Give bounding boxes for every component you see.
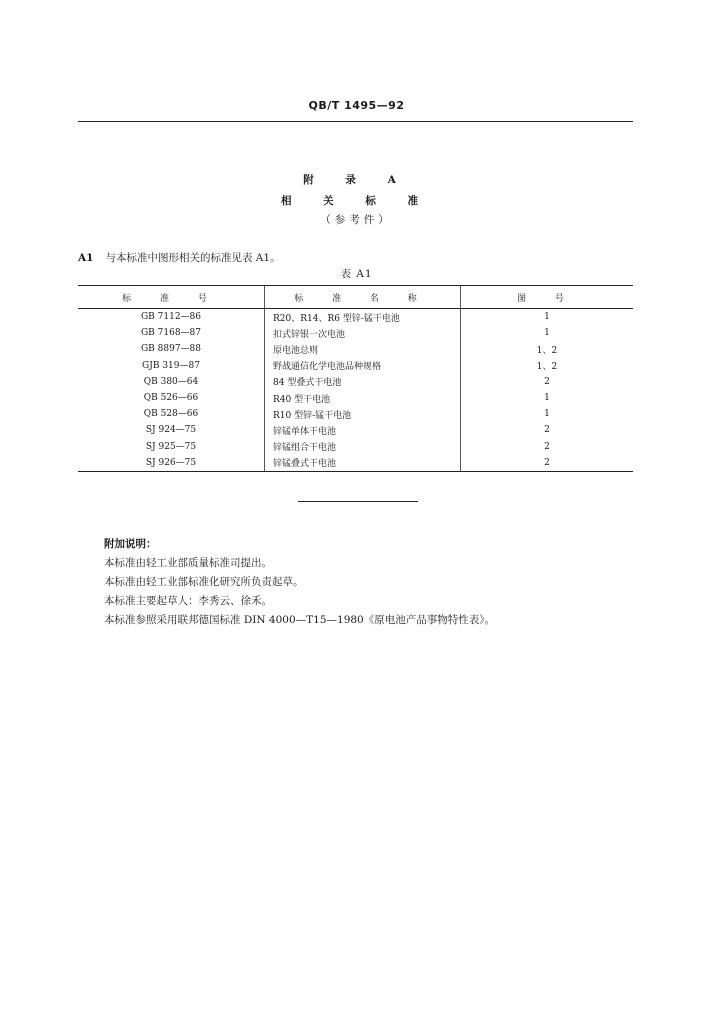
notes-line: 本标准参照采用联邦德国标准 DIN 4000—T15—1980《原电池产品事物特性表》。 [104, 614, 495, 626]
header-standard-name: 标 准 名 称 [265, 286, 461, 309]
appendix-subtitle: 相 关 标 准 [281, 195, 432, 207]
table-row [78, 390, 633, 406]
cell-standard-number: QB 526—66 [143, 393, 199, 404]
cell-figure-number: 1 [461, 325, 634, 341]
table-row [78, 325, 633, 341]
cell-figure-number: 2 [461, 439, 634, 455]
cell-figure-number: 1、2 [461, 341, 634, 357]
cell-standard-name: R40 型干电池 [265, 390, 461, 406]
table-row [78, 406, 633, 422]
cell-figure-number: 1 [461, 390, 634, 406]
table-row [78, 358, 633, 374]
cell-standard-name: 锌锰单体干电池 [265, 422, 461, 438]
table-row [78, 309, 633, 326]
table-row [78, 422, 633, 438]
table-row [78, 341, 633, 357]
cell-standard-number: GJB 319—87 [142, 360, 200, 371]
cell-standard-name: R20、R14、R6 型锌-锰干电池 [265, 309, 461, 326]
cell-standard-name: R10 型锌-锰干电池 [265, 406, 461, 422]
cell-figure-number: 2 [461, 455, 634, 472]
table-row [78, 455, 633, 472]
cell-standard-name: 84 型叠式干电池 [265, 374, 461, 390]
cell-standard-number: GB 7168—87 [140, 328, 202, 339]
cell-standard-number: SJ 924—75 [145, 425, 197, 436]
end-of-body-rule [298, 501, 418, 502]
appendix-note: （参考件） [320, 214, 393, 226]
notes-line: 本标准由轻工业部标准化研究所负责起草。 [104, 576, 304, 588]
cell-figure-number: 2 [461, 422, 634, 438]
section-a1 [78, 250, 281, 265]
notes-line: 本标准主要起草人：李秀云、徐禾。 [104, 595, 272, 607]
additional-notes [104, 535, 495, 630]
cell-standard-number: GB 8897—88 [140, 344, 202, 355]
cell-figure-number: 1 [461, 309, 634, 326]
header-figure-number: 图 号 [461, 286, 634, 309]
cell-standard-number: SJ 925—75 [145, 441, 197, 452]
standards-table [78, 285, 633, 472]
standard-code-header: QB/T 1495—92 [308, 99, 405, 112]
cell-standard-name: 原电池总则 [265, 341, 461, 357]
table-caption: 表 A1 [340, 268, 373, 280]
cell-standard-name: 锌锰叠式干电池 [265, 455, 461, 472]
cell-standard-number: GB 7112—86 [140, 312, 202, 323]
section-text: 与本标准中图形相关的标准见表 A1。 [105, 252, 281, 264]
header-standard-number: 标 准 号 [78, 286, 265, 309]
cell-figure-number: 1、2 [461, 358, 634, 374]
table-row [78, 374, 633, 390]
notes-line: 本标准由轻工业部质量标准司提出。 [104, 557, 272, 569]
cell-standard-number: SJ 926—75 [78, 455, 265, 472]
cell-standard-name: 锌锰组合干电池 [265, 439, 461, 455]
notes-title: 附加说明： [104, 538, 157, 550]
cell-figure-number: 2 [461, 374, 634, 390]
cell-standard-name: 扣式锌银一次电池 [265, 325, 461, 341]
cell-standard-number: QB 528—66 [143, 409, 199, 420]
header-rule [78, 121, 633, 122]
appendix-title: 附 录 A [303, 174, 410, 186]
section-number: A1 [78, 252, 94, 264]
cell-standard-name: 野战通信化学电池品种规格 [265, 358, 461, 374]
cell-figure-number: 1 [461, 406, 634, 422]
table-header-row [78, 286, 633, 309]
cell-standard-number: QB 380—64 [143, 376, 199, 387]
table-row [78, 439, 633, 455]
